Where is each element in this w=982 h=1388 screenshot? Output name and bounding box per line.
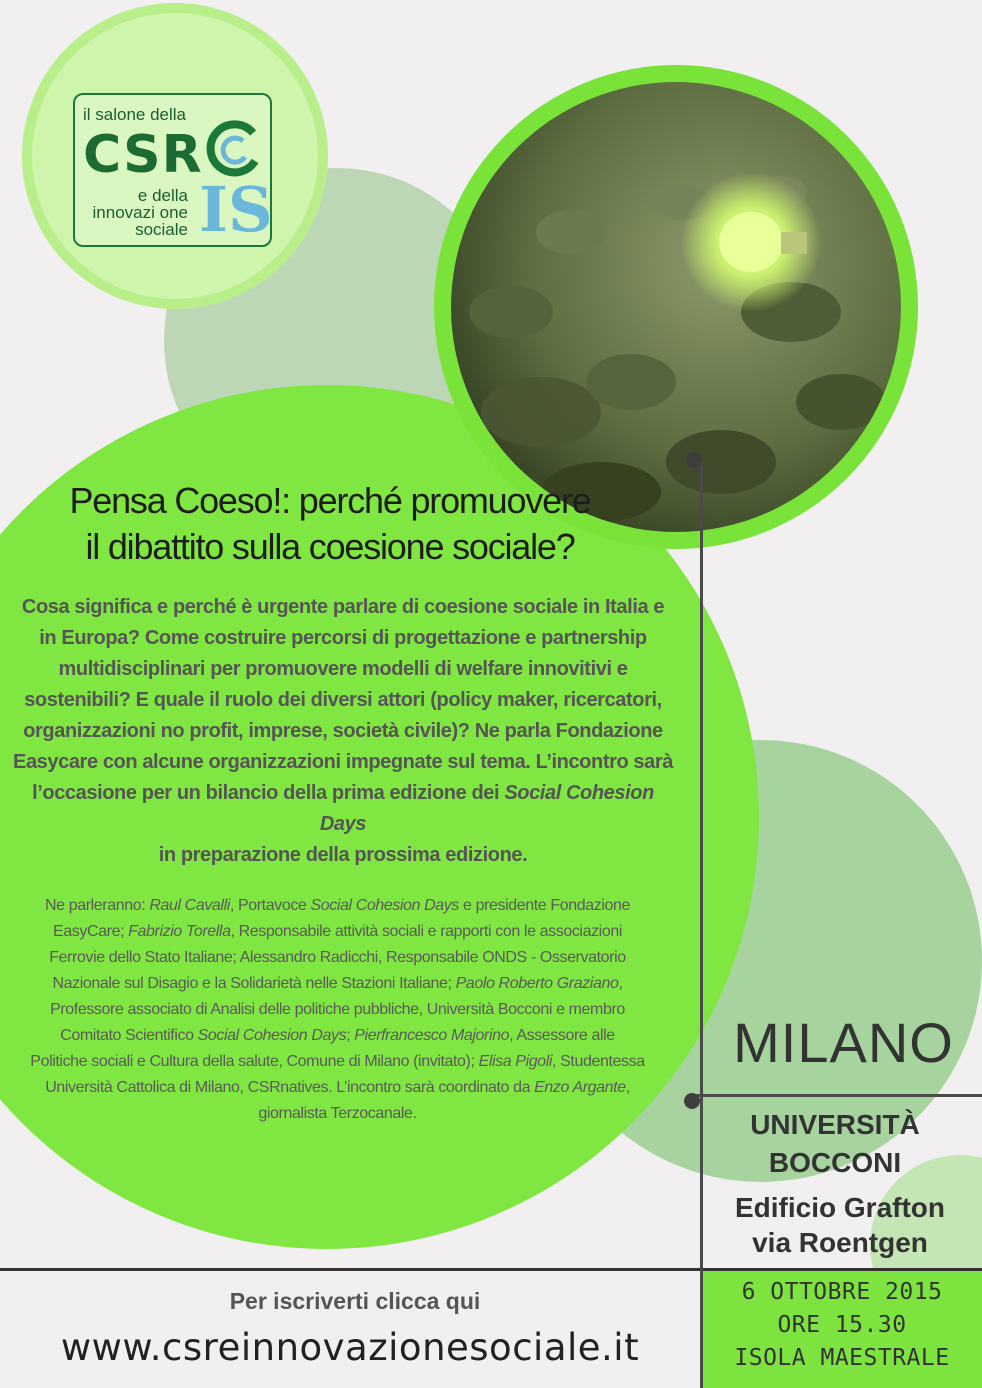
connector-dot-top — [686, 452, 702, 468]
description-ending: in preparazione della prossima edizione. — [158, 844, 528, 866]
csr-logo — [73, 93, 272, 247]
logo-text-block — [93, 187, 188, 238]
swirl-icon — [203, 119, 263, 179]
event-room: ISOLA MAESTRALE — [734, 1345, 950, 1371]
speakers-text: , Responsabile ONDS - Osservatorio Nazionale sul Disagio e la Solidarietà nelle Stazioni Italiane; — [52, 949, 626, 992]
speakers-text: , Portavoce — [229, 897, 311, 914]
event-title — [30, 478, 630, 570]
university-line-1: UNIVERSITÀ — [750, 1109, 920, 1140]
title-line-1: Pensa Coeso!: perché promuovere — [69, 480, 591, 521]
speakers-text: , Professore associato di Analisi delle politiche pubbliche, Università Bocconi e membro Comitato Scientifico — [50, 975, 625, 1044]
university-name — [710, 1106, 960, 1182]
logo-text-della: e della — [137, 186, 188, 205]
speakers-text: , giornalista Terzocanale. — [258, 1079, 630, 1122]
university-line-2: BOCCONI — [768, 1147, 902, 1178]
speakers-text: ; — [346, 1027, 355, 1044]
speaker-name: Pierfrancesco Majorino — [354, 1027, 510, 1044]
description-italic: Social Cohesion Days — [319, 782, 654, 835]
lightbulbs-photo — [451, 82, 901, 532]
photo-circle — [434, 65, 918, 549]
speakers-text: , Assessore alle Politiche sociali e Cultura della salute, Comune di Milano (invitato); — [30, 1027, 615, 1070]
speakers-paragraph — [30, 893, 645, 1127]
description-text: Cosa significa e perché è urgente parlare di coesione sociale in Italia e in Europa? Come costruire percorsi di progettazione e partnership multidisciplinari per promuovere modelli di welfare innovitivi e sostenibili? E quale il ruolo dei diversi attori (policy maker, ricercatori, organizzazioni no profit, imprese, società civile)? Ne parla Fondazione Easycare con alcune organizzazioni impegnate sul tema. L’incontro sarà l’occasione per un bilancio della prima edizione dei — [13, 596, 673, 804]
event-time: ORE 15.30 — [777, 1312, 907, 1338]
logo-text-salone: il salone della — [83, 105, 187, 124]
logo-text-csr: CSR — [83, 125, 203, 185]
venue-address — [710, 1190, 970, 1260]
logo-text-sociale: sociale — [135, 220, 188, 239]
registration-label[interactable]: Per iscriverti clicca qui — [229, 1288, 481, 1314]
building-name: Edificio Grafton — [735, 1192, 945, 1223]
speaker-name: Fabrizio Torella — [128, 923, 231, 940]
logo-text-is: IS — [199, 173, 273, 246]
vertical-connector-line — [700, 461, 703, 1388]
street-name: via Roentgen — [752, 1227, 928, 1258]
title-line-2: il dibattito sulla coesione sociale? — [85, 526, 575, 567]
connector-dot-middle — [684, 1093, 700, 1109]
speaker-name: Alessandro Radicchi — [239, 949, 378, 966]
speakers-italic: Social Cohesion Days — [310, 897, 459, 914]
event-description — [12, 592, 674, 871]
speaker-name: Raul Cavalli — [149, 897, 230, 914]
speakers-text: , Responsabile attività sociali e rapporti con le associazioni Ferrovie dello Stato Italiane; — [49, 923, 622, 966]
registration-link[interactable]: www.csreinnovazionesociale.it — [60, 1326, 640, 1369]
speaker-name: Paolo Roberto Graziano — [455, 975, 619, 992]
horizontal-connector-line — [692, 1094, 982, 1097]
speakers-text: e presidente Fondazione EasyCare; — [53, 897, 630, 940]
city-label: MILANO — [733, 1011, 954, 1074]
event-datetime — [702, 1276, 982, 1375]
logo-text-innovazione: innovazi one — [92, 203, 188, 222]
speakers-italic: Social Cohesion Days — [197, 1027, 347, 1044]
speakers-text: Ne parleranno: — [45, 897, 150, 914]
event-date: 6 OTTOBRE 2015 — [741, 1279, 943, 1305]
speaker-name: Elisa Pigoli — [478, 1053, 553, 1070]
speakers-text: , Studentessa Università Cattolica di Milano, CSRnatives. L’incontro sarà coordinato da — [45, 1053, 645, 1096]
speaker-name: Enzo Argante — [534, 1079, 626, 1096]
